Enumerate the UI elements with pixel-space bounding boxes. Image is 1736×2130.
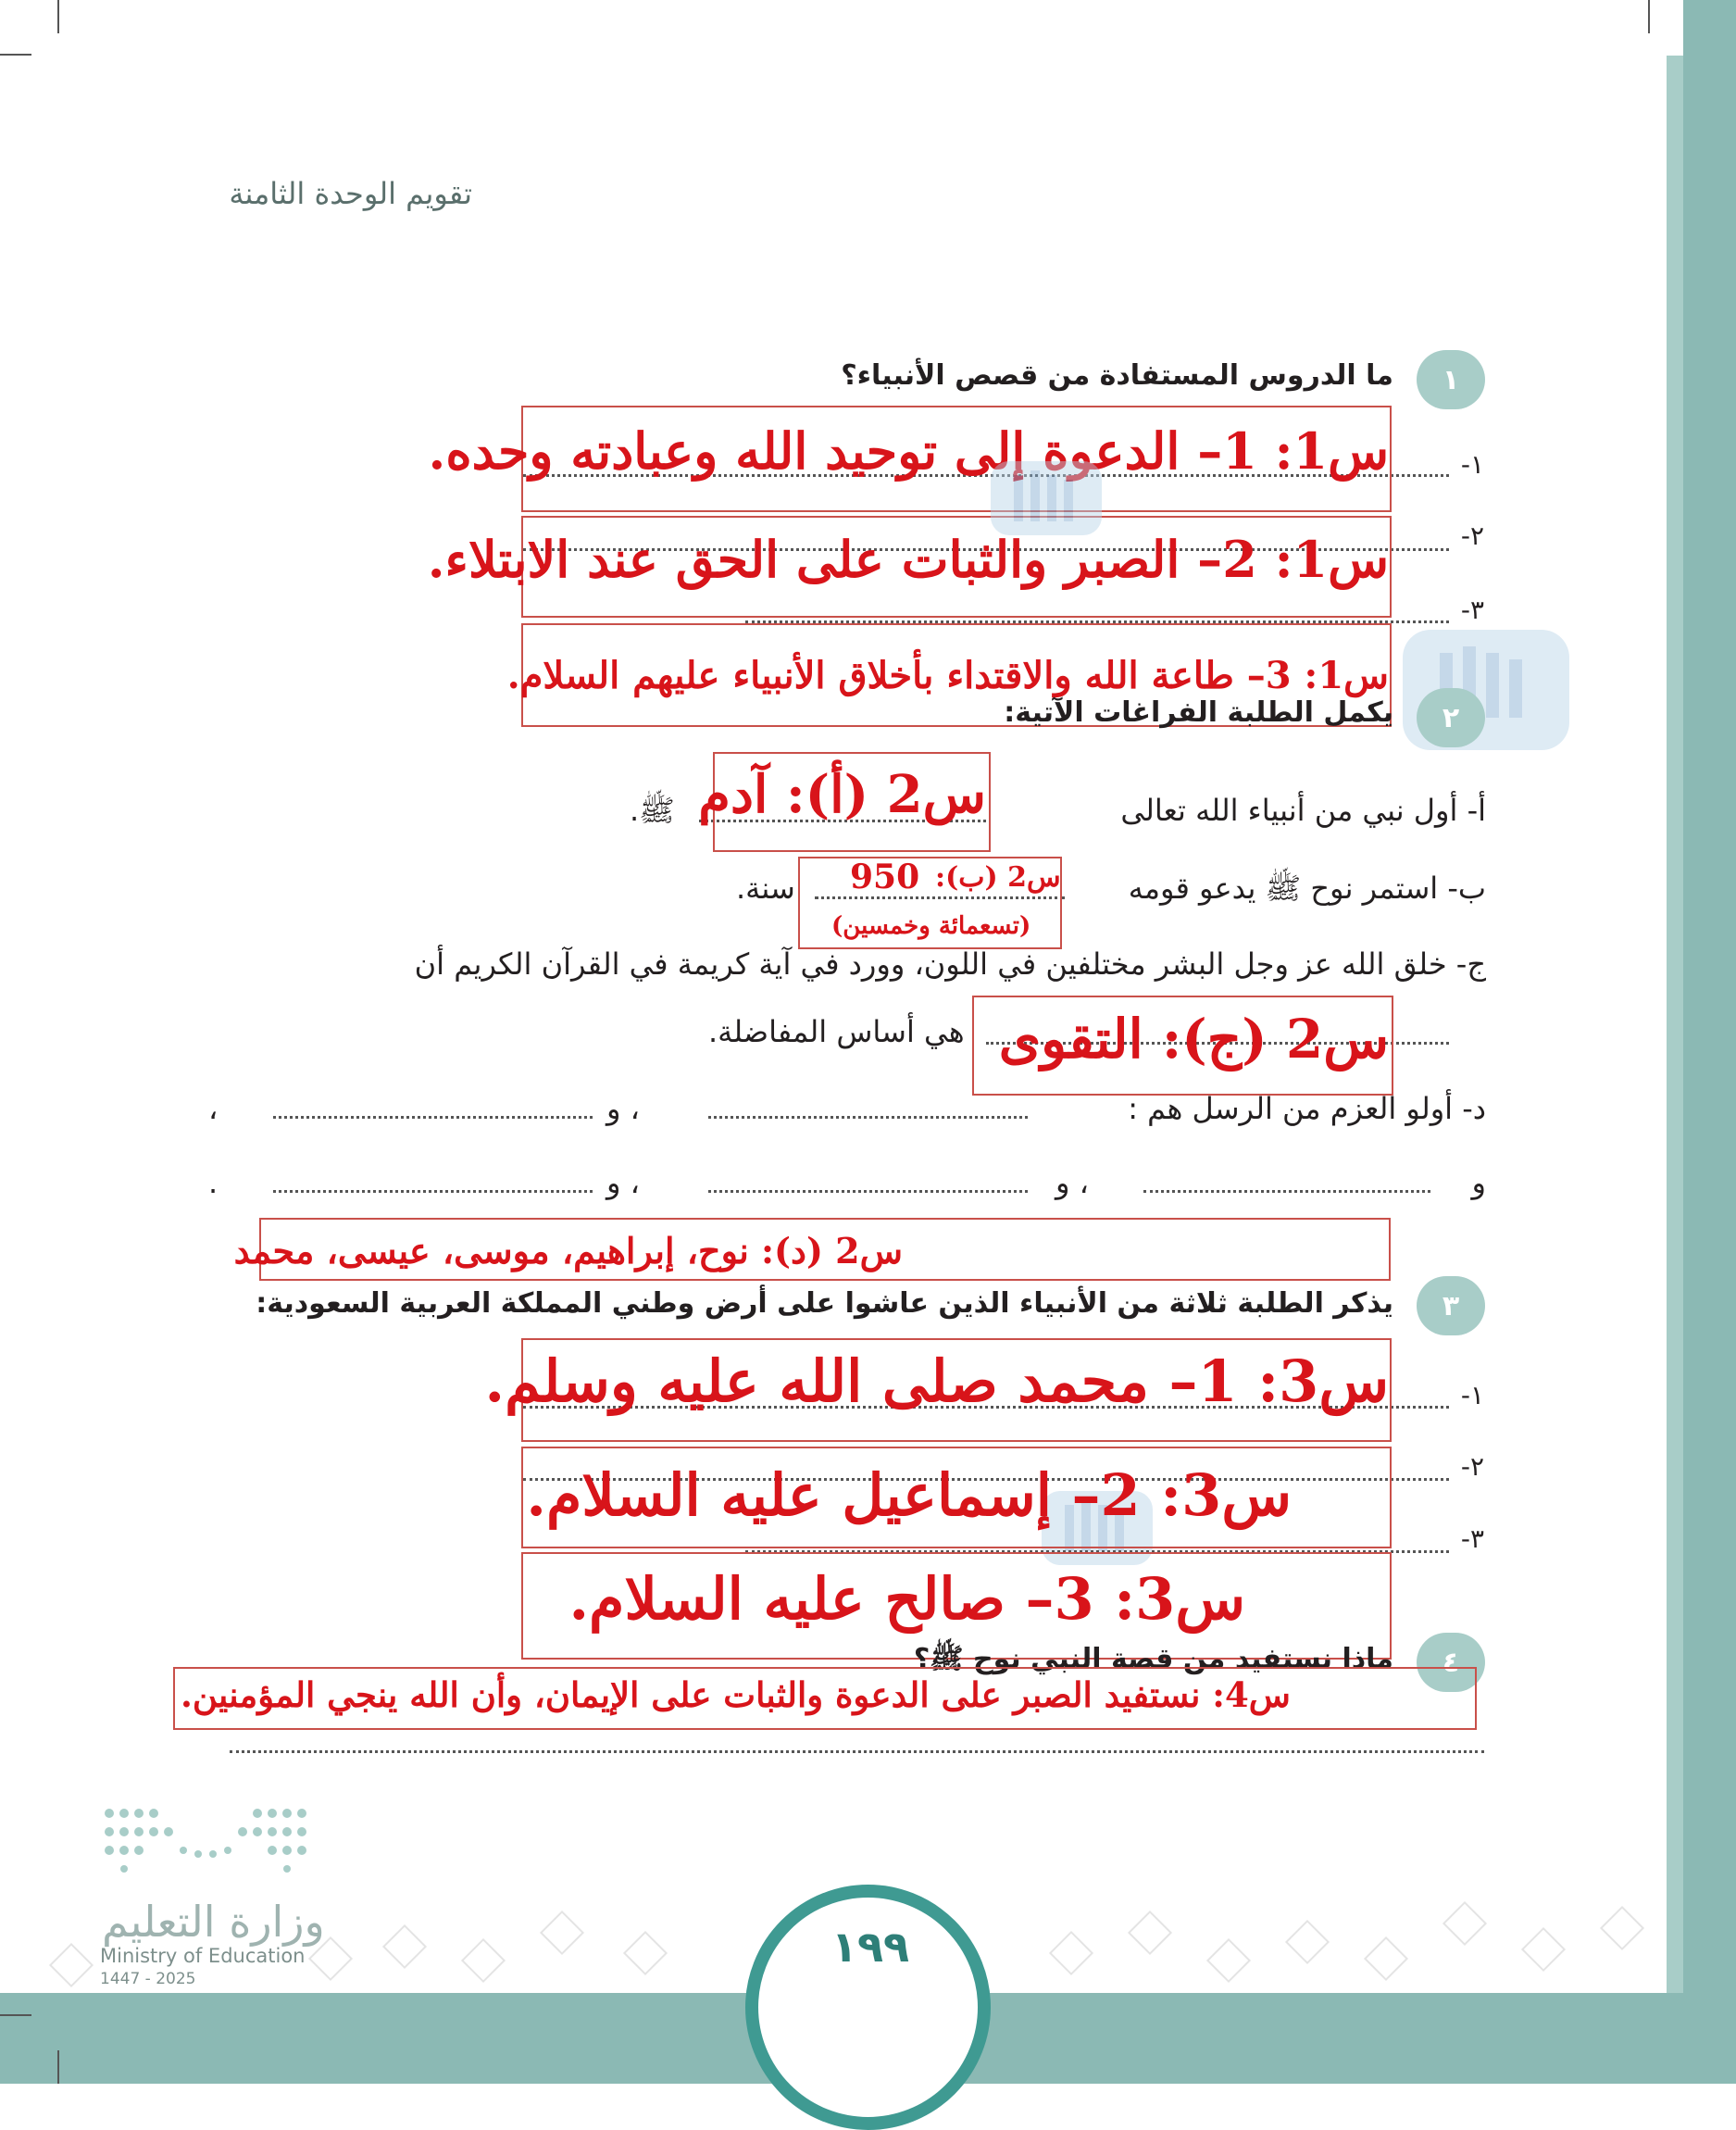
q2d-blank-1 bbox=[708, 1116, 1028, 1119]
q1-line-label-3: ٣- bbox=[1460, 595, 1484, 625]
crop-mark bbox=[57, 0, 59, 33]
ministry-year: 2025 - 1447 bbox=[100, 1970, 196, 1988]
q2b-answer-value: 950 bbox=[850, 858, 920, 896]
ministry-name-arabic: وزارة التعليم bbox=[102, 1897, 325, 1947]
q2c-line-1: ج- خلق الله عز وجل البشر مختلفين في اللون، وورد في آية كريمة في القرآن الكريم أن bbox=[414, 946, 1486, 982]
crop-mark bbox=[0, 2014, 31, 2016]
q2d-end-2: . bbox=[208, 1165, 219, 1200]
decorative-pattern bbox=[461, 1938, 506, 1983]
question-4-badge: ٤ bbox=[1417, 1633, 1485, 1692]
q2d-line-2-start: و bbox=[1471, 1165, 1486, 1200]
q4-answer-line bbox=[230, 1750, 1484, 1753]
crop-mark bbox=[1648, 0, 1650, 33]
question-3-text: يذكر الطلبة ثلاثة من الأنبياء الذين عاشوا على أرض وطني المملكة العربية السعودية: bbox=[256, 1287, 1393, 1320]
q2d-blank-4 bbox=[708, 1190, 1028, 1193]
question-3-badge: ٣ bbox=[1417, 1276, 1485, 1335]
right-border-inner bbox=[1667, 56, 1683, 2000]
decorative-pattern bbox=[1443, 1901, 1487, 1946]
page-number: ١٩٩ bbox=[831, 1922, 910, 1972]
ministry-logo-dots-icon bbox=[100, 1804, 313, 1882]
q2d-sep-2b: ، و bbox=[606, 1165, 640, 1200]
decorative-pattern bbox=[1364, 1936, 1408, 1981]
q4-answer: س4: نستفيد الصبر على الدعوة والثبات على الإيمان، وأن الله ينجي المؤمنين. bbox=[181, 1674, 1291, 1715]
crop-mark bbox=[57, 2050, 59, 2084]
watermark-logo bbox=[986, 452, 1106, 548]
q2d-sep-2a: ، و bbox=[1055, 1165, 1089, 1200]
q3-line-label-3: ٣- bbox=[1460, 1523, 1484, 1554]
q2b-answer-label: س2 (ب): bbox=[935, 861, 1061, 894]
q1-line-label-2: ٢- bbox=[1460, 520, 1484, 551]
q2b-prefix: ب- استمر نوح ﷺ يدعو قومه bbox=[1128, 871, 1486, 906]
q2c-answer: س2 (ج): التقوى bbox=[998, 1008, 1389, 1071]
crop-mark bbox=[0, 54, 31, 56]
q2d-answer: س2 (د): نوح، إبراهيم، موسى، عيسى، محمد bbox=[233, 1230, 903, 1272]
question-4-text: ماذا نستفيد من قصة النبي نوح ﷺ؟ bbox=[913, 1643, 1393, 1675]
decorative-pattern bbox=[1049, 1931, 1093, 1975]
q3-line-label-1: ١- bbox=[1460, 1380, 1484, 1410]
q3-answer-3: س3: 3– صالح عليه السلام. bbox=[568, 1565, 1245, 1633]
decorative-pattern bbox=[623, 1931, 668, 1975]
q2a-suffix: ﷺ. bbox=[630, 793, 675, 828]
q2d-line-1: د- أولو العزم من الرسل هم : bbox=[1128, 1091, 1486, 1126]
question-1-text: ما الدروس المستفادة من قصص الأنبياء؟ bbox=[841, 359, 1393, 392]
q2d-blank-2 bbox=[273, 1116, 593, 1119]
decorative-pattern bbox=[1206, 1938, 1251, 1983]
question-2-badge: ٢ bbox=[1417, 688, 1485, 747]
q2d-sep-1: ، و bbox=[606, 1091, 640, 1126]
q1-answer-3: س1: 3– طاعة الله والاقتداء بأخلاق الأنبياء عليهم السلام. bbox=[506, 654, 1389, 697]
decorative-pattern bbox=[1521, 1927, 1566, 1972]
ministry-name-english: Ministry of Education bbox=[100, 1945, 306, 1967]
q2b-suffix: سنة. bbox=[736, 871, 795, 906]
q3-answer-2: س3: 2– إسماعيل عليه السلام. bbox=[526, 1461, 1292, 1529]
q2d-blank-3 bbox=[1143, 1190, 1430, 1193]
q2c-line-2: هي أساس المفاضلة. bbox=[708, 1014, 965, 1049]
q1-answer-1: س1: 1– الدعوة إلى توحيد الله وعبادته وحده. bbox=[428, 421, 1389, 481]
q2b-answer-words: (تسعمائة وخمسين) bbox=[831, 912, 1031, 940]
right-border-bar bbox=[1683, 0, 1736, 2084]
q1-answer-2: س1: 2– الصبر والثبات على الحق عند الابتلاء. bbox=[427, 530, 1389, 589]
decorative-pattern bbox=[1128, 1911, 1172, 1955]
q2a-answer: س2 (أ): آدم bbox=[698, 764, 986, 825]
q1-line-label-1: ١- bbox=[1460, 449, 1484, 480]
q3-answer-1: س3: 1– محمد صلى الله عليه وسلم. bbox=[484, 1347, 1389, 1415]
decorative-pattern bbox=[49, 1943, 94, 1987]
decorative-pattern bbox=[540, 1911, 584, 1955]
question-2-text: يكمل الطلبة الفراغات الآتية: bbox=[1004, 696, 1393, 729]
decorative-pattern bbox=[1600, 1906, 1644, 1950]
page-header-title: تقويم الوحدة الثامنة bbox=[229, 176, 472, 211]
watermark-logo bbox=[1398, 620, 1574, 763]
q2d-end-1: ، bbox=[208, 1091, 219, 1126]
decorative-pattern bbox=[382, 1924, 427, 1969]
q2d-blank-5 bbox=[273, 1190, 593, 1193]
q2a-prefix: أ- أول نبي من أنبياء الله تعالى bbox=[1120, 793, 1486, 828]
question-1-badge: ١ bbox=[1417, 350, 1485, 409]
q3-line-label-2: ٢- bbox=[1460, 1451, 1484, 1482]
decorative-pattern bbox=[1285, 1920, 1330, 1964]
